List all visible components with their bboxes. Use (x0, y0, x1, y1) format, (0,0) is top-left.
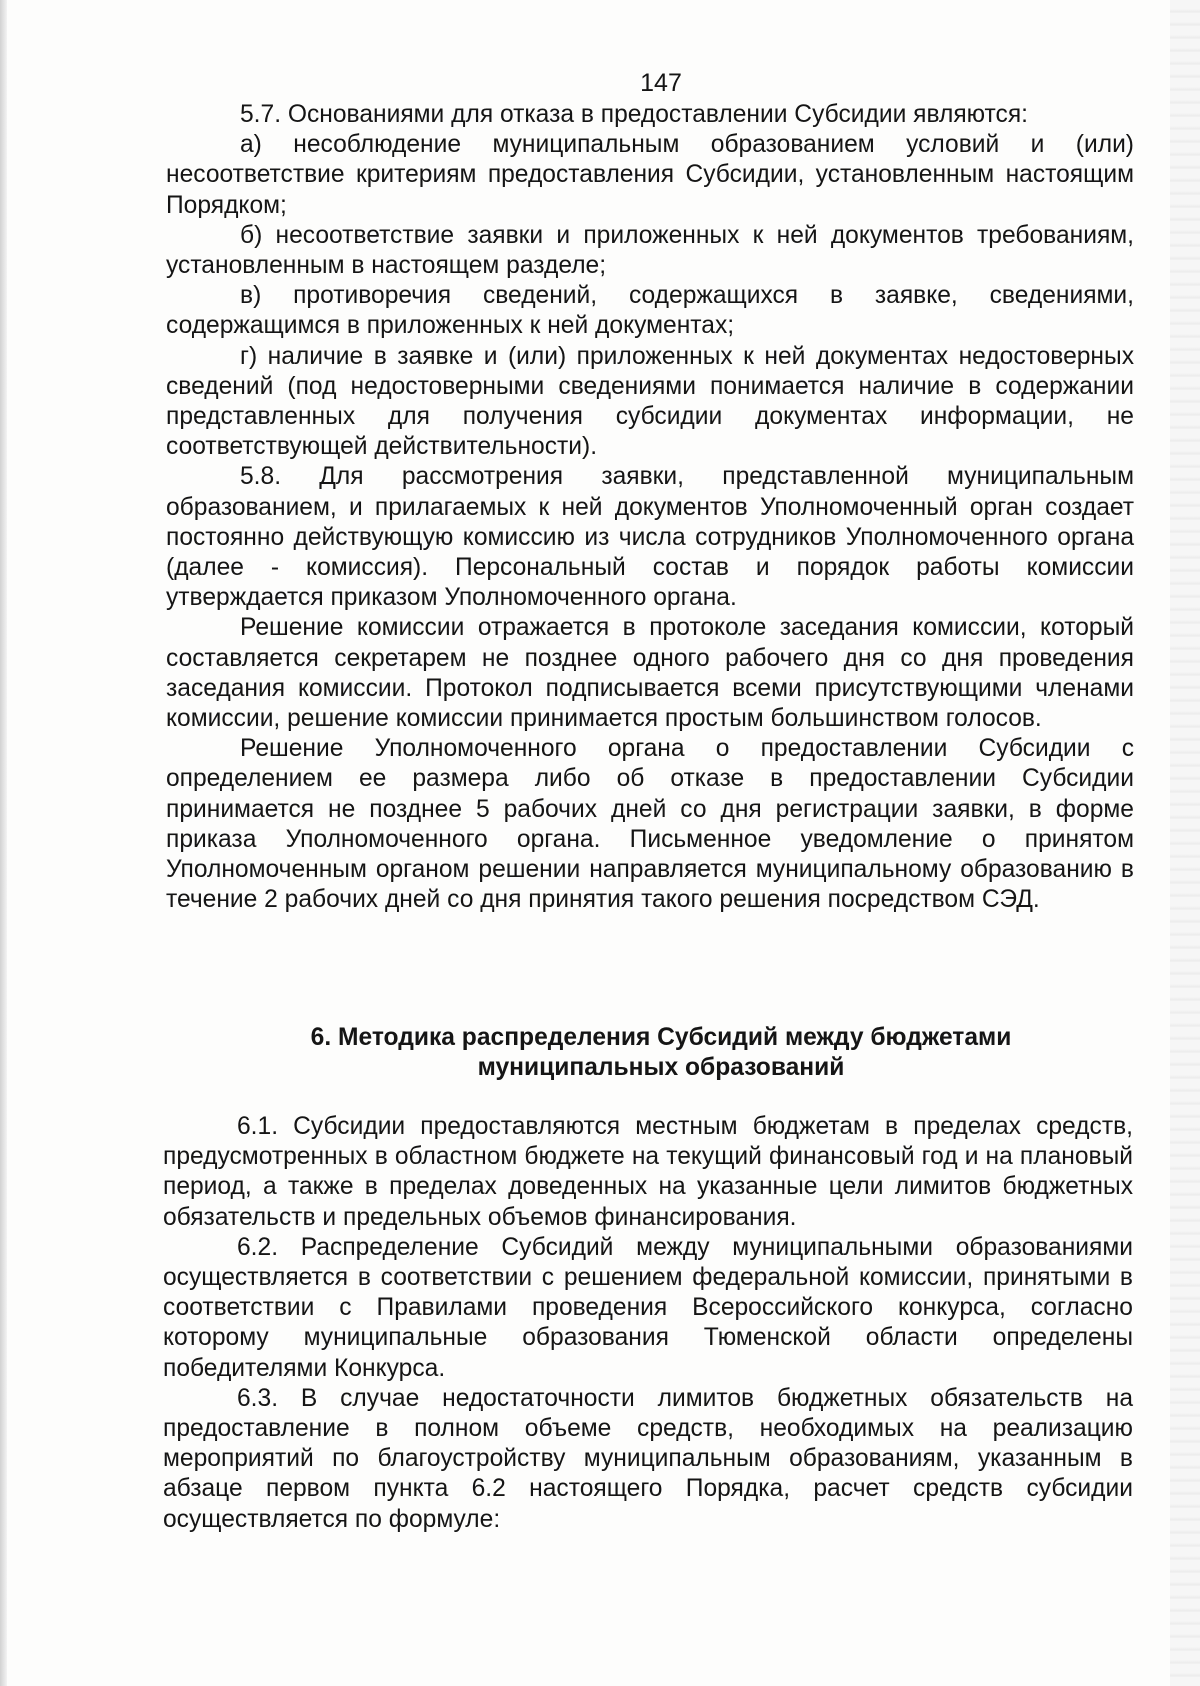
scan-edge-left (0, 0, 7, 1686)
paragraph-6-3: 6.3. В случае недостаточности лимитов бюджетных обязательств на предоставление в полном объеме средств, необходимых на реализацию мероприятий по благоустройству муниципальным образованиям, указанным в абзаце первом пункта 6.2 настоящего Порядка, расчет средств субсидии осуществляется по формуле: (163, 1384, 1133, 1533)
paragraph-authority-decision: Решение Уполномоченного органа о предоставлении Субсидии с определением ее размера либо об отказе в предоставлении Субсидии принимается не позднее 5 рабочих дней со дня регистрации заявки, в форме приказа Уполномоченного органа. Письменное уведомление о принятом Уполномоченным органом решении направляется муниципальному образованию в течение 2 рабочих дней со дня принятия такого решения посредством СЭД. (166, 735, 1134, 914)
paragraph-6-1: 6.1. Субсидии предоставляются местным бюджетам в пределах средств, предусмотренных в областном бюджете на текущий финансовый год и на плановый период, а также в пределах доведенных на указанные цели лимитов бюджетных обязательств и предельных объемов финансирования. (163, 1113, 1133, 1231)
paragraph-5-7: 5.7. Основаниями для отказа в предоставлении Субсидии являются: (240, 101, 1028, 128)
section-6-heading-line-2: муниципальных образований (477, 1054, 845, 1082)
section-6-heading (166, 1023, 1156, 1083)
section-6-text (163, 1112, 1133, 1535)
page-number: 147 (640, 69, 682, 97)
scan-edge-right (1170, 0, 1200, 1686)
paragraph-5-7-v: в) противоречия сведений, содержащихся в заявке, сведениями, содержащимся в приложенных к ней документах; (166, 282, 1134, 340)
section-5-text (166, 100, 1134, 915)
paragraph-5-7-a: а) несоблюдение муниципальным образованием условий и (или) несоответствие критериям предоставления Субсидии, установленным настоящим Порядком; (166, 131, 1134, 219)
paragraph-commission-decision: Решение комиссии отражается в протоколе заседания комиссии, который составляется секретарем не позднее одного рабочего дня со дня проведения заседания комиссии. Протокол подписывается всеми присутствующими членами комиссии, решение комиссии принимается простым большинством голосов. (166, 614, 1134, 733)
section-6-heading-line-1: 6. Методика распределения Субсидий между бюджетами (310, 1024, 1012, 1051)
paragraph-5-7-b: б) несоответствие заявки и приложенных к ней документов требованиям, установленным в настоящем разделе; (166, 221, 1134, 280)
paragraph-5-7-g: г) наличие в заявке и (или) приложенных к ней документах недостоверных сведений (под недостоверными сведениями понимается наличие в содержании представленных для получения субсидии документах информации, не соответствующей действительности). (166, 342, 1134, 461)
paragraph-5-8: 5.8. Для рассмотрения заявки, представленной муниципальным образованием, и прилагаемых к ней документов Уполномоченный орган создает постоянно действующую комиссию из числа сотрудников Уполномоченного органа (далее - комиссия). Персональный состав и порядок работы комиссии утверждается приказом Уполномоченного органа. (166, 463, 1134, 612)
paragraph-6-2: 6.2. Распределение Субсидий между муниципальными образованиями осуществляется в соответствии с решением федеральной комиссии, принятыми в соответствии с Правилами проведения Всероссийского конкурса, согласно которому муниципальные образования Тюменской области определены победителями Конкурса. (163, 1233, 1133, 1382)
